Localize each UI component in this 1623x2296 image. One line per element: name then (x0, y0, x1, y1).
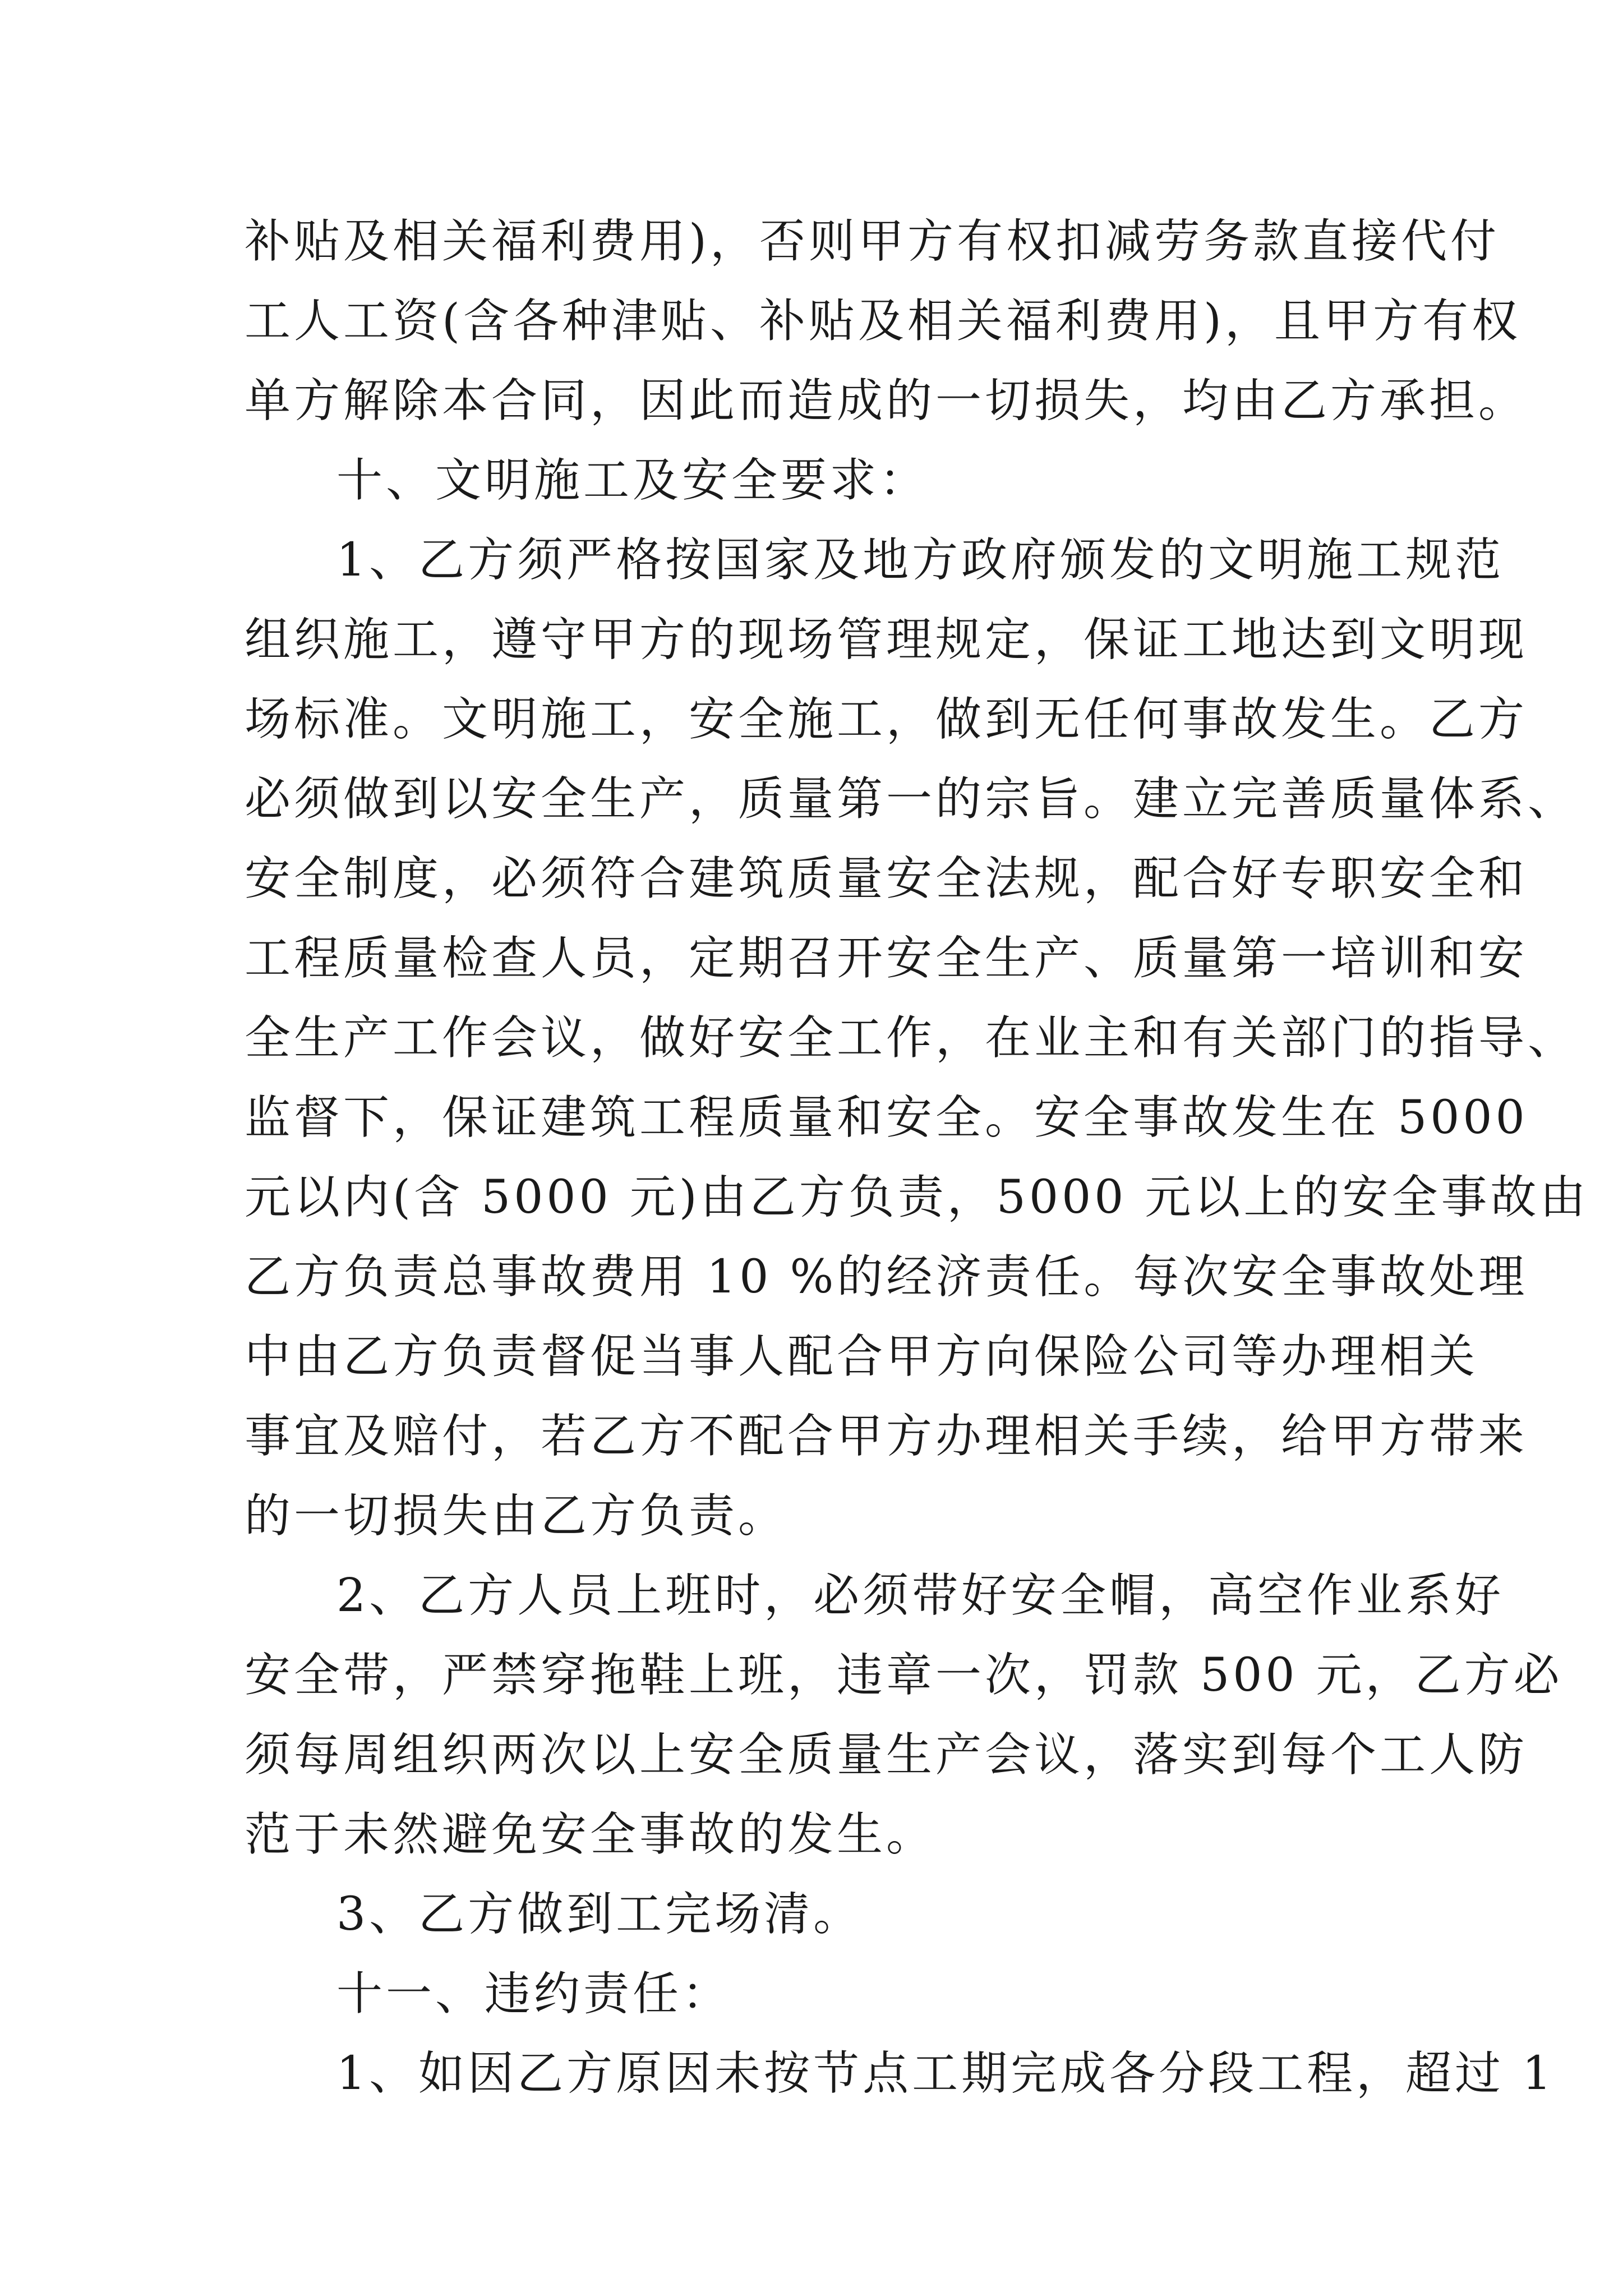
text-line: 单方解除本合同，因此而造成的一切损失，均由乙方承担。 (245, 374, 1528, 427)
text-line: 补贴及相关福利费用)，否则甲方有权扣减劳务款直接代付 (245, 215, 1500, 268)
text-line: 须每周组织两次以上安全质量生产会议，落实到每个工人防 (245, 1728, 1528, 1782)
text-line: 2、乙方人员上班时，必须带好安全帽，高空作业系好 (336, 1569, 1505, 1622)
text-line: 事宜及赔付，若乙方不配合甲方办理相关手续，给甲方带来 (245, 1410, 1528, 1463)
text-line: 中由乙方负责督促当事人配合甲方向保险公司等办理相关 (245, 1330, 1479, 1383)
text-line: 的一切损失由乙方负责。 (245, 1489, 788, 1543)
section-heading-10: 十、文明施工及安全要求： (336, 454, 929, 507)
text-line: 工程质量检查人员，定期召开安全生产、质量第一培训和安 (245, 932, 1528, 985)
text-line: 场标准。文明施工，安全施工，做到无任何事故发生。乙方 (245, 693, 1528, 746)
text-line: 安全制度，必须符合建筑质量安全法规，配合好专职安全和 (245, 852, 1528, 905)
text-line: 全生产工作会议，做好安全工作，在业主和有关部门的指导、 (245, 1011, 1578, 1065)
text-line: 监督下，保证建筑工程质量和安全。安全事故发生在 5000 (245, 1091, 1528, 1144)
text-line: 安全带，严禁穿拖鞋上班，违章一次，罚款 500 元，乙方必 (245, 1649, 1563, 1702)
text-line: 组织施工，遵守甲方的现场管理规定，保证工地达到文明现 (245, 613, 1528, 666)
section-heading-11: 十一、违约责任： (336, 1967, 732, 2021)
text-line: 工人工资(含各种津贴、补贴及相关福利费用)，且甲方有权 (245, 295, 1521, 348)
text-line: 元以内(含 5000 元)由乙方负责，5000 元以上的安全事故由 (245, 1171, 1589, 1224)
text-line: 1、乙方须严格按国家及地方政府颁发的文明施工规范 (336, 533, 1505, 587)
text-line: 1、如因乙方原因未按节点工期完成各分段工程，超过 1 (336, 2047, 1555, 2100)
text-line: 乙方负责总事故费用 10 %的经济责任。每次安全事故处理 (245, 1250, 1528, 1304)
text-line: 必须做到以安全生产，质量第一的宗旨。建立完善质量体系、 (245, 772, 1578, 826)
text-line: 范于未然避免安全事故的发生。 (245, 1808, 936, 1861)
contract-text (245, 202, 1589, 2114)
text-line: 3、乙方做到工完场清。 (336, 1888, 863, 1941)
